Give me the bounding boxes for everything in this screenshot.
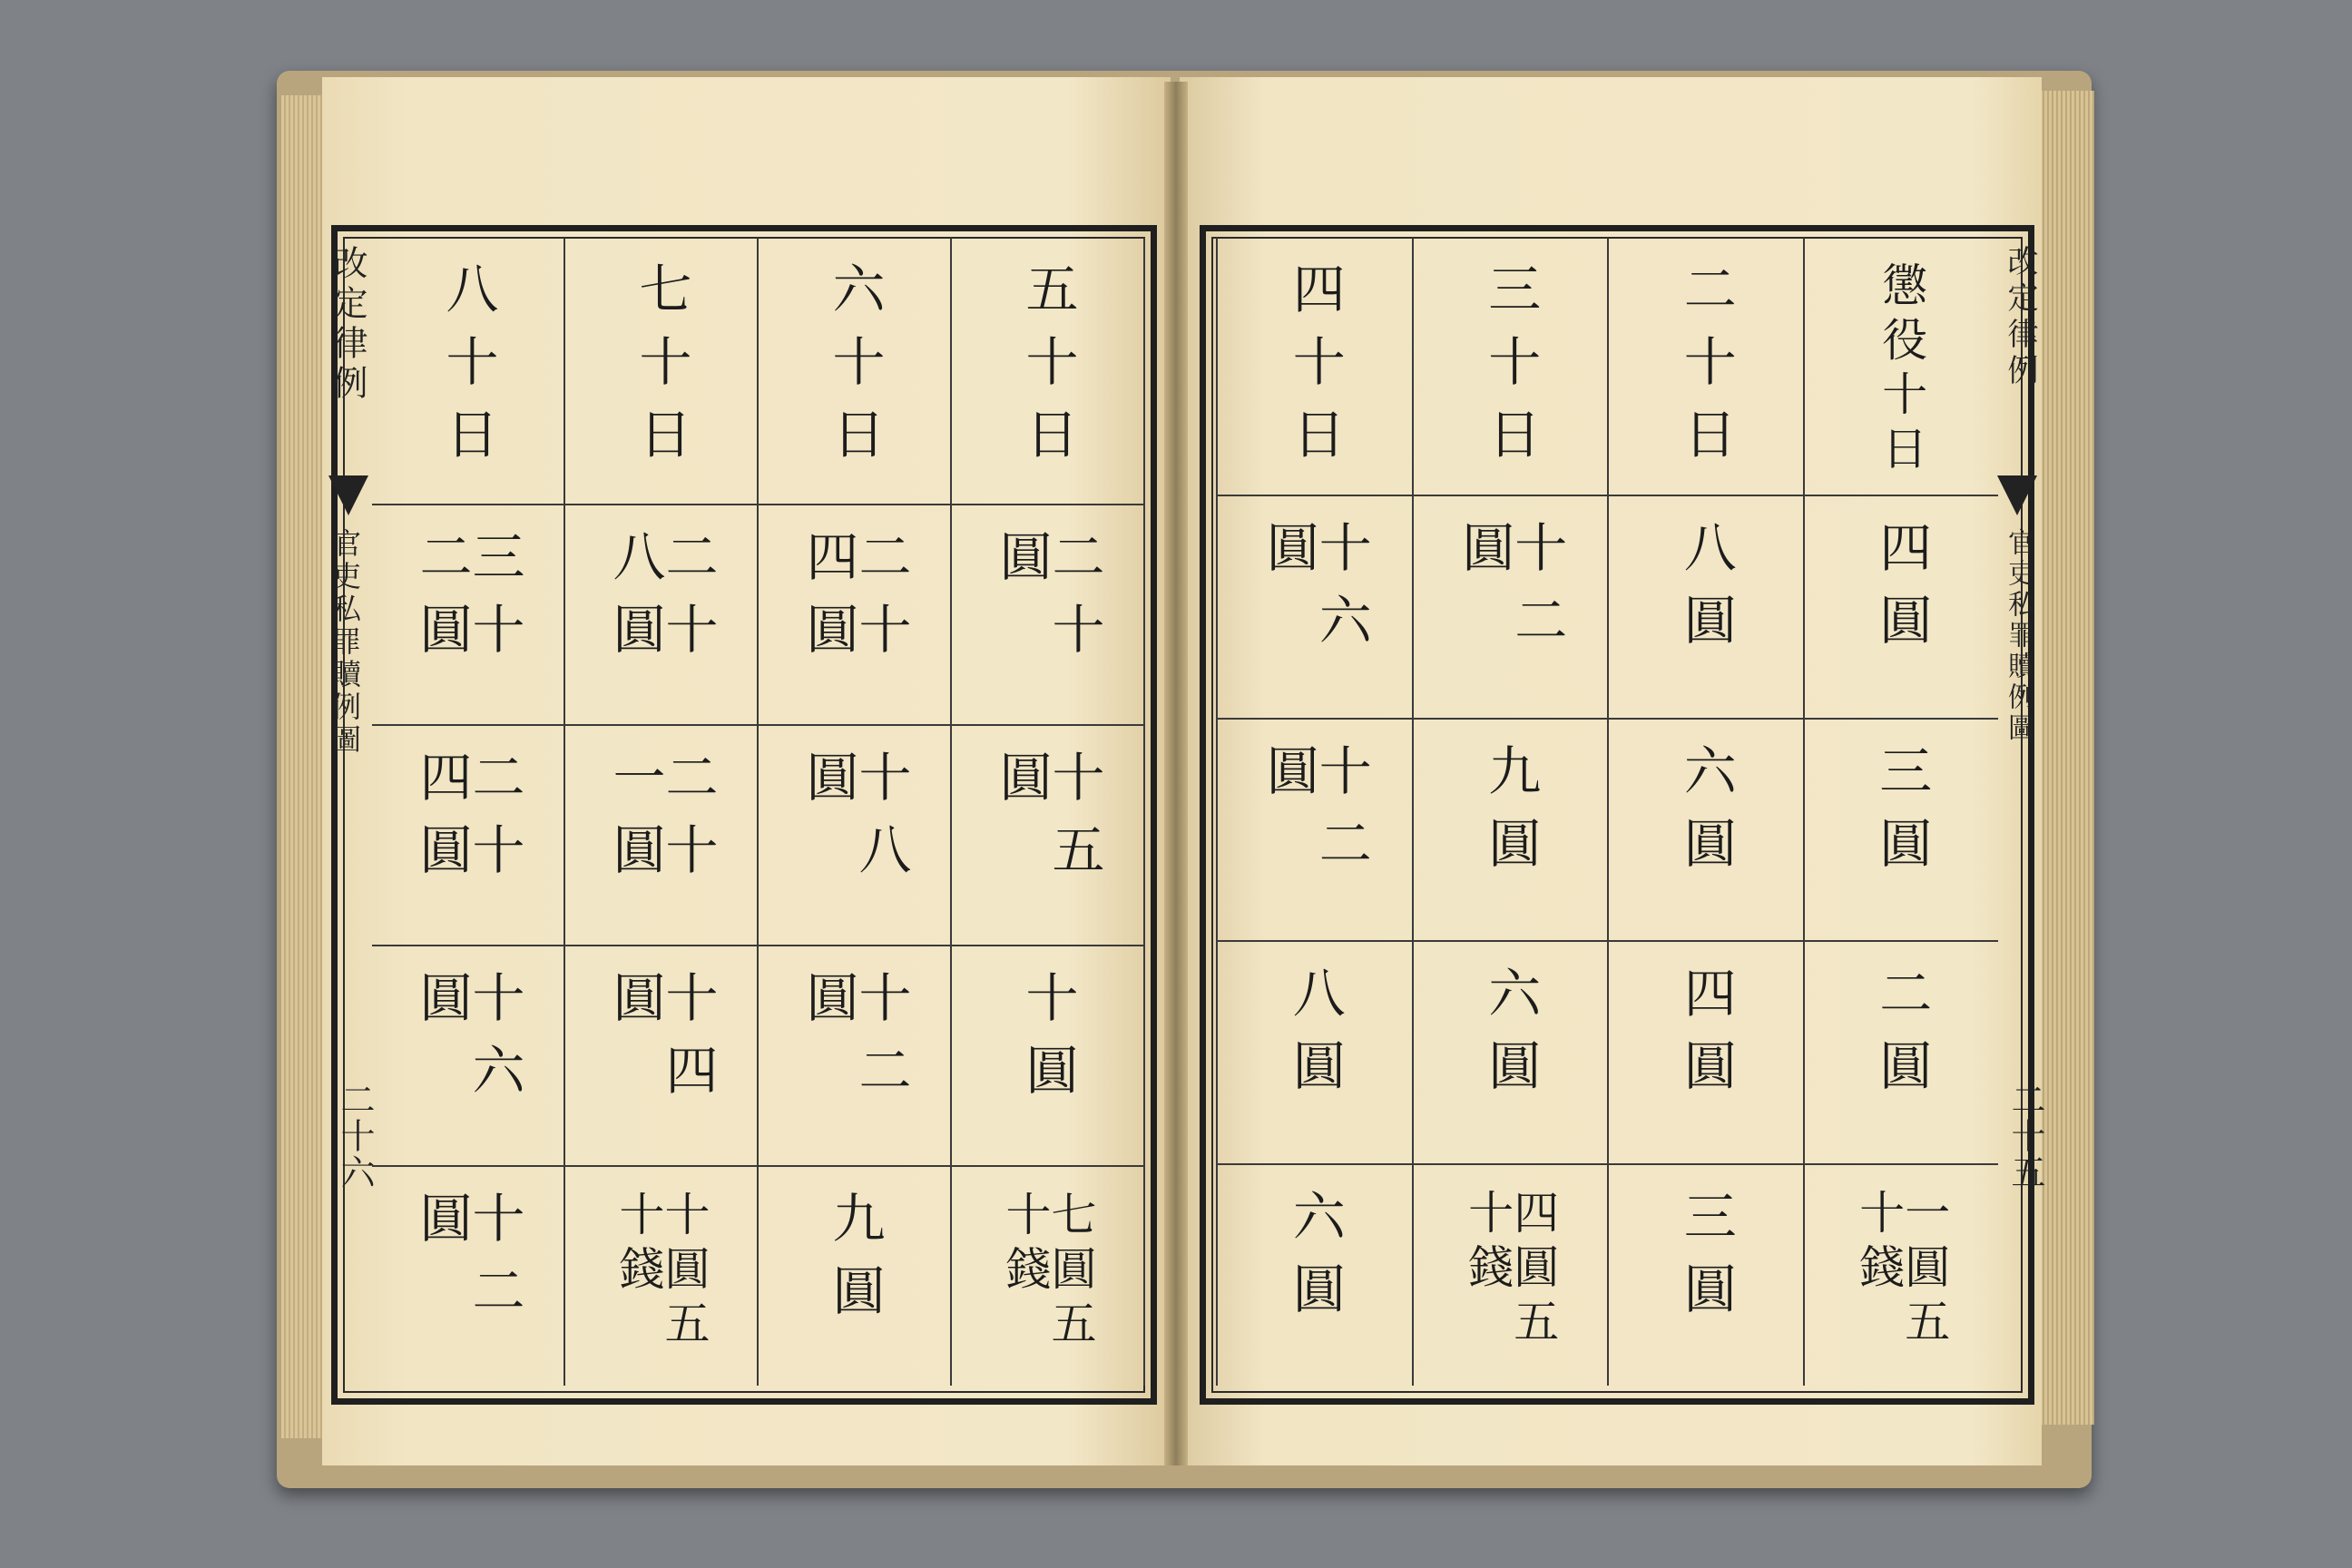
cell-text: 四圓: [1870, 520, 1933, 665]
left-fold-mark: [328, 475, 368, 515]
cell-text: 三圓: [1870, 742, 1933, 888]
left-margin-title: 改定律例: [328, 245, 368, 405]
cell-text: 十圓: [1016, 970, 1079, 1115]
table-cell: [1216, 1163, 1412, 1387]
right-fold-mark: [1997, 475, 2037, 515]
table-cell: [372, 945, 565, 1165]
table-cell: [1216, 495, 1412, 718]
table-cell: [372, 724, 565, 945]
cell-text: 懲役十日: [1875, 261, 1928, 479]
cell-text: 六圓: [1479, 965, 1542, 1111]
cell-text: 九圓: [1479, 742, 1542, 888]
cell-text: 四圓: [1674, 965, 1737, 1111]
cell-text: 七十日: [630, 261, 692, 479]
table-cell: [952, 238, 1145, 504]
table-cell: [565, 1165, 759, 1386]
table-cell: [1607, 718, 1803, 941]
table-cell: [759, 238, 952, 504]
table-cell: [759, 945, 952, 1165]
table-cell: [372, 238, 565, 504]
table-cell: [565, 504, 759, 724]
table-cell: [952, 504, 1145, 724]
table-cell: [759, 1165, 952, 1386]
cell-text: 十二圓: [1453, 520, 1568, 665]
left-redemption-table: [372, 238, 1145, 1386]
right-redemption-table: [1216, 238, 1998, 1386]
table-cell: [1607, 940, 1803, 1163]
cell-text: 一圓五十錢: [1852, 1188, 1951, 1352]
table-cell: [952, 724, 1145, 945]
cell-text: 六圓: [1283, 1188, 1346, 1334]
table-cell: [759, 504, 952, 724]
cell-text: 二十四圓: [797, 529, 912, 674]
cell-text: 三圓: [1674, 1188, 1737, 1334]
cell-text: 二十日: [1674, 261, 1737, 479]
table-cell: [1607, 238, 1803, 495]
table-cell: [759, 724, 952, 945]
cell-text: 八十日: [436, 261, 499, 479]
cell-text: 七圓五十錢: [998, 1191, 1097, 1354]
book-gutter: [1164, 82, 1188, 1465]
table-cell: [952, 1165, 1145, 1386]
cell-text: 十二圓: [1257, 742, 1372, 888]
cell-text: 八圓: [1674, 520, 1737, 665]
cell-text: 十圓五十錢: [612, 1191, 710, 1354]
cell-text: 二十四圓: [410, 750, 525, 895]
table-cell: [372, 1165, 565, 1386]
right-margin-title: 改定律例: [2002, 245, 2038, 390]
table-cell: [1412, 1163, 1608, 1387]
cell-text: 六圓: [1674, 742, 1737, 888]
cell-text: 二十一圓: [603, 750, 719, 895]
cell-text: 八圓: [1283, 965, 1346, 1111]
table-cell: [1216, 238, 1412, 495]
cell-text: 十六圓: [410, 970, 525, 1115]
table-cell: [1412, 718, 1608, 941]
cell-text: 二十圓: [990, 529, 1105, 674]
cell-text: 十六圓: [1257, 520, 1372, 665]
cell-text: 四十日: [1283, 261, 1346, 479]
cell-text: 三十日: [1479, 261, 1542, 479]
table-cell: [565, 945, 759, 1165]
cell-text: 十二圓: [410, 1191, 525, 1336]
table-cell: [1803, 718, 1999, 941]
cell-text: 十八圓: [797, 750, 912, 895]
left-page-number: 二十六: [335, 1082, 375, 1191]
cell-text: 六十日: [823, 261, 886, 479]
table-cell: [1412, 238, 1608, 495]
cell-text: 十二圓: [797, 970, 912, 1115]
cell-text: 三十二圓: [410, 529, 525, 674]
cell-text: 五十日: [1016, 261, 1079, 479]
right-margin: [2001, 238, 2045, 1386]
right-margin-section: 官吏私罪贖例圖: [2003, 528, 2034, 744]
table-cell: [1216, 940, 1412, 1163]
right-page-edges: [2040, 91, 2094, 1425]
table-cell: [1216, 718, 1412, 941]
cell-text: 二十八圓: [603, 529, 719, 674]
cell-text: 十五圓: [990, 750, 1105, 895]
table-cell: [952, 945, 1145, 1165]
table-cell: [1607, 1163, 1803, 1387]
table-cell: [1803, 238, 1999, 495]
left-margin-section: 官吏私罪贖例圖: [328, 528, 362, 757]
right-page-number: 二十五: [2005, 1082, 2045, 1191]
table-cell: [1803, 940, 1999, 1163]
cell-text: 二圓: [1870, 965, 1933, 1111]
cell-text: 四圓五十錢: [1461, 1188, 1560, 1352]
cell-text: 九圓: [823, 1191, 886, 1336]
table-cell: [1607, 495, 1803, 718]
left-margin: [327, 238, 375, 1386]
cell-text: 十四圓: [603, 970, 719, 1115]
table-cell: [565, 724, 759, 945]
table-cell: [1412, 495, 1608, 718]
table-cell: [1803, 495, 1999, 718]
table-cell: [565, 238, 759, 504]
table-cell: [1412, 940, 1608, 1163]
table-cell: [1803, 1163, 1999, 1387]
table-cell: [372, 504, 565, 724]
left-page-edges: [281, 95, 325, 1438]
